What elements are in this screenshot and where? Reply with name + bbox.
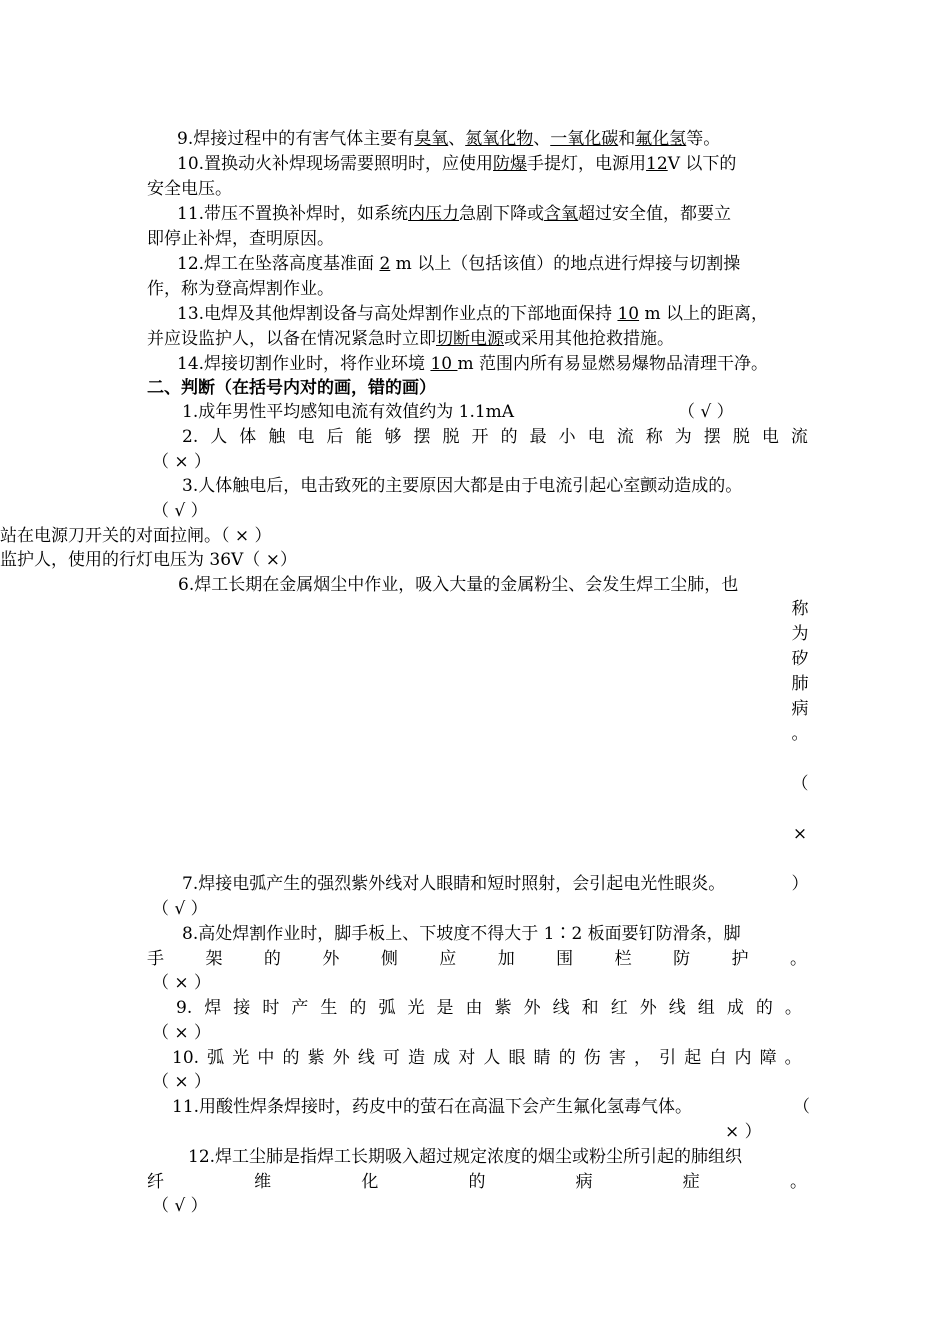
spread-char: 脱 — [732, 427, 750, 447]
fill-q14: 14.焊接切割作业时，将作业环境 10 m 范围内所有易显燃易爆物品清理干净。 — [177, 354, 769, 374]
spread-char: 体 — [239, 427, 257, 447]
spread-char: 侧 — [380, 949, 398, 969]
vertical-mark-char: （ — [791, 774, 809, 794]
spread-char: 起 — [684, 1048, 702, 1068]
spread-char: 2. — [182, 427, 199, 447]
spread-char: 伤 — [583, 1048, 601, 1068]
spread-char: 成 — [726, 998, 744, 1018]
vertical-mark-char: ） — [791, 874, 809, 894]
spread-char: 护 — [731, 949, 749, 969]
vertical-char: 病 — [791, 699, 809, 719]
fill-q9: 9.焊接过程中的有害气体主要有臭氧、氮氧化物、一氧化碳和氟化氢等。 — [177, 129, 721, 149]
spread-char: 纤 — [147, 1172, 164, 1192]
spread-char: 栏 — [614, 949, 632, 969]
judge-q2-mark: （ × ） — [152, 452, 212, 472]
spread-char: 睛 — [533, 1048, 551, 1068]
judge-q3-mark: （ √ ） — [152, 501, 208, 521]
spread-char: 。 — [789, 949, 807, 969]
spread-char: 后 — [326, 427, 344, 447]
spread-char: 紫 — [494, 998, 512, 1018]
spread-char: 。 — [784, 1048, 802, 1068]
judge-q6-vertical-text — [790, 597, 810, 747]
spread-char: 的 — [755, 998, 773, 1018]
spread-char: 。 — [789, 1172, 807, 1192]
spread-char: 。 — [784, 998, 802, 1018]
spread-char: 引 — [659, 1048, 677, 1068]
spread-char: 够 — [384, 427, 402, 447]
spread-char: 线 — [552, 998, 570, 1018]
spread-char: 的 — [282, 1048, 300, 1068]
judge-q2-text — [182, 426, 808, 448]
spread-char: 的 — [468, 1172, 486, 1192]
spread-char: 架 — [205, 949, 223, 969]
spread-char: 10. — [172, 1048, 200, 1068]
spread-char: 为 — [674, 427, 692, 447]
spread-char: 对 — [458, 1048, 476, 1068]
judge-q7-text: 7.焊接电弧产生的强烈紫外线对人眼睛和短时照射，会引起电光性眼炎。 — [182, 874, 726, 894]
spread-char: 产 — [291, 998, 309, 1018]
spread-char: 眼 — [508, 1048, 526, 1068]
spread-char: 应 — [439, 949, 457, 969]
section-heading-judge: 二、判断（在括号内对的画，错的画） — [147, 378, 436, 398]
fill-q12-line1: 12.焊工在坠落高度基准面 2 m 以上（包括该值）的地点进行焊接与切割操 — [177, 254, 741, 274]
vertical-mark-char: × — [792, 824, 808, 844]
spread-char: 紫 — [307, 1048, 325, 1068]
spread-char: 生 — [320, 998, 338, 1018]
spread-char: 害 — [608, 1048, 626, 1068]
spread-char: 病 — [575, 1172, 593, 1192]
fill-q13-line2: 并应设监护人，以备在情况紧急时立即切断电源或采用其他抢救措施。 — [147, 329, 674, 349]
spread-char: 线 — [357, 1048, 375, 1068]
spread-char: 称 — [645, 427, 663, 447]
spread-char: 人 — [483, 1048, 501, 1068]
judge-q4-text: 站在电源刀开关的对面拉闸。（ × ） — [0, 526, 272, 546]
spread-char: 外 — [523, 998, 541, 1018]
spread-char: 时 — [262, 998, 280, 1018]
spread-char: 外 — [332, 1048, 350, 1068]
spread-char: 外 — [322, 949, 340, 969]
vertical-char: 。 — [791, 724, 809, 744]
spread-char: 弧 — [207, 1048, 225, 1068]
judge-q11-text: 11.用酸性焊条焊接时，药皮中的萤石在高温下会产生氟化氢毒气体。 — [172, 1097, 693, 1117]
spread-char: 外 — [639, 998, 657, 1018]
spread-char: 接 — [233, 998, 251, 1018]
spread-char: 症 — [682, 1172, 700, 1192]
judge-q8-mark: （ × ） — [152, 973, 212, 993]
fill-q10-line2: 安全电压。 — [147, 179, 232, 199]
spread-char: 能 — [355, 427, 373, 447]
judge-q6-vertical-mark — [790, 772, 810, 897]
spread-char: 红 — [610, 998, 628, 1018]
judge-q9-mark: （ × ） — [152, 1023, 212, 1043]
judge-q5-text: 监护人，使用的行灯电压为 36V（ ×） — [0, 550, 297, 570]
judge-q7-mark: （ √ ） — [152, 899, 208, 919]
spread-char: 内 — [734, 1048, 752, 1068]
spread-char: 电 — [761, 427, 779, 447]
judge-q10-mark: （ × ） — [152, 1072, 212, 1092]
spread-char: 摆 — [413, 427, 431, 447]
spread-char: 由 — [465, 998, 483, 1018]
judge-q6-text: 6.焊工长期在金属烟尘中作业，吸入大量的金属粉尘、会发生焊工尘肺，也 — [178, 575, 739, 595]
spread-char: 脱 — [442, 427, 460, 447]
judge-q12-mark: （ √ ） — [152, 1196, 208, 1216]
spread-char: 焊 — [204, 998, 222, 1018]
spread-char: 光 — [407, 998, 425, 1018]
fill-q11-line2: 即停止补焊，查明原因。 — [147, 229, 334, 249]
fill-q13-line1: 13.电焊及其他焊割设备与高处焊割作业点的下部地面保持 10 m 以上的距离， — [177, 304, 769, 324]
spread-char: 的 — [558, 1048, 576, 1068]
fill-q12-line2: 作，称为登高焊割作业。 — [147, 279, 334, 299]
vertical-char: 矽 — [791, 649, 809, 669]
vertical-char: 称 — [791, 599, 809, 619]
judge-q11-mark-open: （ — [793, 1097, 810, 1117]
spread-char: 组 — [697, 998, 715, 1018]
spread-char: 围 — [556, 949, 574, 969]
judge-q1-mark: （ √ ） — [678, 402, 734, 422]
judge-q10-text — [172, 1047, 802, 1069]
spread-char: 防 — [673, 949, 691, 969]
spread-char: 弧 — [378, 998, 396, 1018]
judge-q9-text — [176, 997, 802, 1019]
spread-char: 人 — [210, 427, 228, 447]
spread-char: 中 — [257, 1048, 275, 1068]
fill-q10-line1: 10.置换动火补焊现场需要照明时，应使用防爆手提灯，电源用12V 以下的 — [177, 154, 737, 174]
spread-char: 电 — [587, 427, 605, 447]
spread-char: 是 — [436, 998, 454, 1018]
spread-char: 维 — [254, 1172, 272, 1192]
spread-char: 加 — [497, 949, 515, 969]
spread-char: 造 — [408, 1048, 426, 1068]
spread-char: 触 — [268, 427, 286, 447]
spread-char: 流 — [616, 427, 634, 447]
spread-char: 流 — [790, 427, 808, 447]
spread-char: 小 — [558, 427, 576, 447]
spread-char: 的 — [263, 949, 281, 969]
spread-char: 开 — [471, 427, 489, 447]
spread-char: 摆 — [703, 427, 721, 447]
spread-char: 白 — [709, 1048, 727, 1068]
spread-char: 化 — [361, 1172, 379, 1192]
spread-char: 手 — [147, 949, 164, 969]
judge-q12-spread-line — [147, 1171, 807, 1193]
spread-char: 的 — [349, 998, 367, 1018]
spread-char: 和 — [581, 998, 599, 1018]
spread-char: 光 — [232, 1048, 250, 1068]
judge-q11-mark: × ） — [725, 1122, 762, 1142]
spread-char: 最 — [529, 427, 547, 447]
spread-char: 线 — [668, 998, 686, 1018]
spread-char: 成 — [433, 1048, 451, 1068]
vertical-char: 肺 — [791, 674, 809, 694]
judge-q3-text: 3.人体触电后，电击致死的主要原因大都是由于电流引起心室颤动造成的。 — [182, 476, 743, 496]
fill-q11-line1: 11.带压不置换补焊时，如系统内压力急剧下降或含氧超过安全值，都要立 — [177, 204, 732, 224]
judge-q1-text: 1.成年男性平均感知电流有效值约为 1.1mA — [182, 402, 515, 422]
judge-q8-text: 8.高处焊割作业时，脚手板上、下坡度不得大于 1∶2 板面要钉防滑条，脚 — [182, 924, 741, 944]
spread-char: 的 — [500, 427, 518, 447]
spread-char: 9. — [176, 998, 193, 1018]
spread-char: ， — [634, 1048, 652, 1068]
spread-char: 可 — [382, 1048, 400, 1068]
vertical-char: 为 — [791, 624, 809, 644]
judge-q8-spread-line — [147, 948, 807, 970]
spread-char: 障 — [759, 1048, 777, 1068]
spread-char: 电 — [297, 427, 315, 447]
judge-q12-text: 12.焊工尘肺是指焊工长期吸入超过规定浓度的烟尘或粉尘所引起的肺组织 — [188, 1147, 743, 1167]
